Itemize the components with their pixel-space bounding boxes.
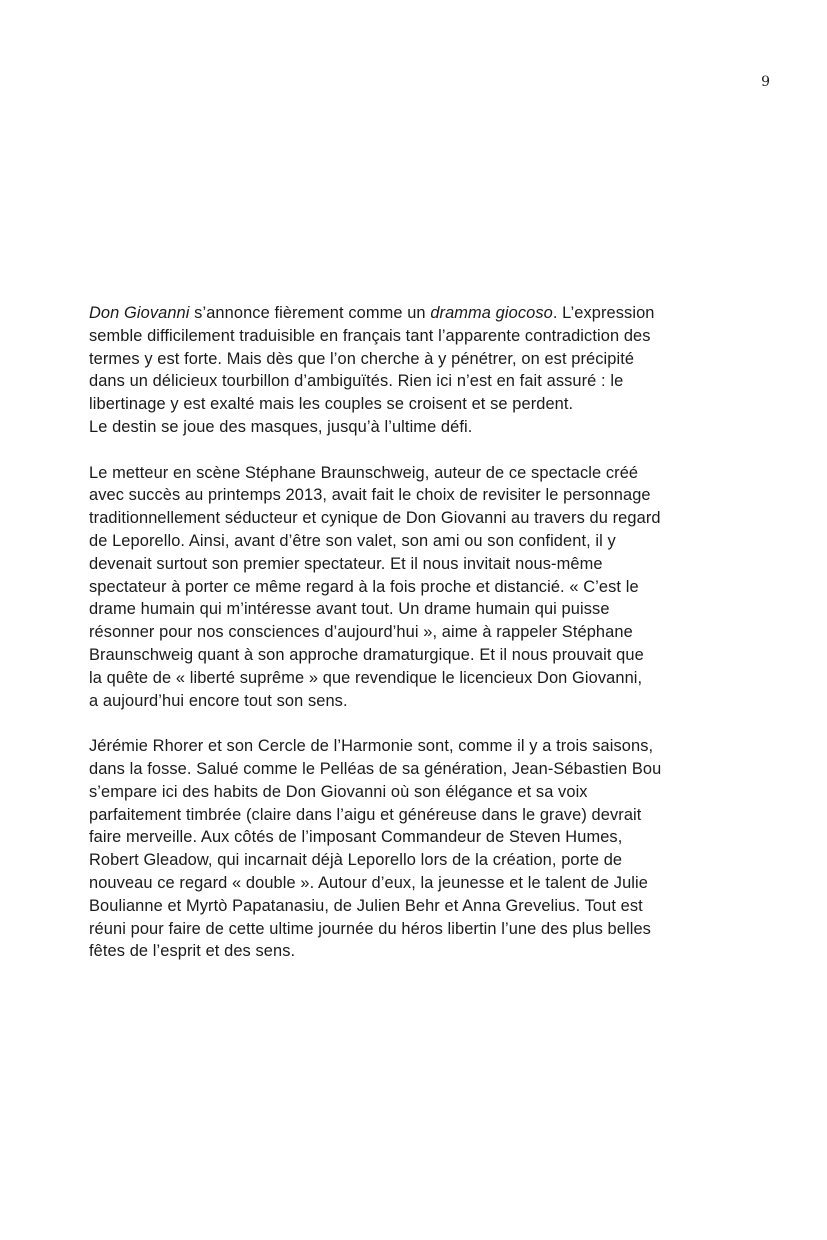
text-segment: parfaitement timbrée (claire dans l’aigu et généreuse dans le grave) devrait	[89, 805, 642, 824]
text-segment: dans un délicieux tourbillon d’ambiguïtés. Rien ici n’est en fait assuré : le	[89, 372, 624, 391]
text-line	[89, 348, 749, 371]
text-line	[89, 416, 749, 439]
text-line	[89, 804, 749, 827]
text-line	[89, 553, 749, 576]
text-segment: de Leporello. Ainsi, avant d’être son valet, son ami ou son confident, il y	[89, 531, 616, 550]
text-segment: termes y est forte. Mais dès que l’on cherche à y pénétrer, on est précipité	[89, 349, 635, 368]
text-line	[89, 507, 749, 530]
body-text	[89, 302, 749, 986]
text-segment: spectateur à porter ce même regard à la fois proche et distancié. « C’est le	[89, 577, 639, 596]
text-segment: . L’expression	[552, 304, 655, 322]
text-segment: nouveau ce regard « double ». Autour d’eux, la jeunesse et le talent de Julie	[89, 873, 648, 892]
text-line	[89, 530, 749, 553]
text-line	[89, 644, 749, 667]
text-segment: Jérémie Rhorer et son Cercle de l’Harmonie sont, comme il y a trois saisons,	[89, 737, 654, 756]
text-segment: faire merveille. Aux côtés de l’imposant Commandeur de Steven Humes,	[89, 828, 623, 847]
text-segment: s’empare ici des habits de Don Giovanni où son élégance et sa voix	[89, 782, 588, 801]
italic-text: dramma giocoso	[430, 304, 553, 322]
text-line	[89, 895, 749, 918]
text-segment: traditionnellement séducteur et cynique de Don Giovanni au travers du regard	[89, 509, 661, 528]
text-line	[89, 690, 749, 713]
text-segment: drame humain qui m’intéresse avant tout. Un drame humain qui puisse	[89, 600, 610, 619]
text-segment: semble difficilement traduisible en français tant l’apparente contradiction des	[89, 326, 651, 345]
text-line	[89, 826, 749, 849]
paragraph-1	[89, 302, 749, 439]
text-line	[89, 735, 749, 758]
text-line	[89, 918, 749, 941]
italic-text: Don Giovanni	[89, 304, 190, 322]
text-line	[89, 940, 749, 963]
paragraph-2	[89, 462, 749, 713]
page-number: 9	[761, 74, 770, 90]
text-segment: dans la fosse. Salué comme le Pelléas de sa génération, Jean-Sébastien Bou	[89, 759, 662, 778]
text-line	[89, 325, 749, 348]
text-segment: avec succès au printemps 2013, avait fait le choix de revisiter le personnage	[89, 486, 651, 505]
text-line	[89, 393, 749, 416]
paragraph-3	[89, 735, 749, 963]
text-segment: libertinage y est exalté mais les couples se croisent et se perdent.	[89, 395, 574, 414]
text-segment: Le destin se joue des masques, jusqu’à l’ultime défi.	[89, 417, 473, 436]
text-segment: la quête de « liberté suprême » que revendique le licencieux Don Giovanni,	[89, 668, 643, 687]
text-line	[89, 462, 749, 485]
text-segment: Robert Gleadow, qui incarnait déjà Leporello lors de la création, porte de	[89, 851, 623, 870]
text-segment: devenait surtout son premier spectateur. Et il nous invitait nous-même	[89, 554, 603, 573]
text-segment: résonner pour nos consciences d’aujourd’hui », aime à rappeler Stéphane	[89, 623, 633, 642]
text-line	[89, 598, 749, 621]
text-line	[89, 576, 749, 599]
text-segment: réuni pour faire de cette ultime journée du héros libertin l’une des plus belles	[89, 919, 651, 938]
text-segment: Braunschweig quant à son approche dramaturgique. Et il nous prouvait que	[89, 645, 644, 664]
text-line	[89, 758, 749, 781]
text-segment: s’annonce fièrement comme un	[189, 304, 431, 322]
text-line	[89, 781, 749, 804]
text-segment: fêtes de l’esprit et des sens.	[89, 942, 296, 961]
text-line	[89, 302, 749, 325]
text-segment: Le metteur en scène Stéphane Braunschweig, auteur de ce spectacle créé	[89, 463, 639, 482]
text-line	[89, 849, 749, 872]
text-segment: a aujourd’hui encore tout son sens.	[89, 691, 348, 710]
text-line	[89, 872, 749, 895]
text-line	[89, 621, 749, 644]
text-line	[89, 484, 749, 507]
text-segment: Boulianne et Myrtò Papatanasiu, de Julien Behr et Anna Grevelius. Tout est	[89, 896, 643, 915]
text-line	[89, 667, 749, 690]
text-line	[89, 370, 749, 393]
